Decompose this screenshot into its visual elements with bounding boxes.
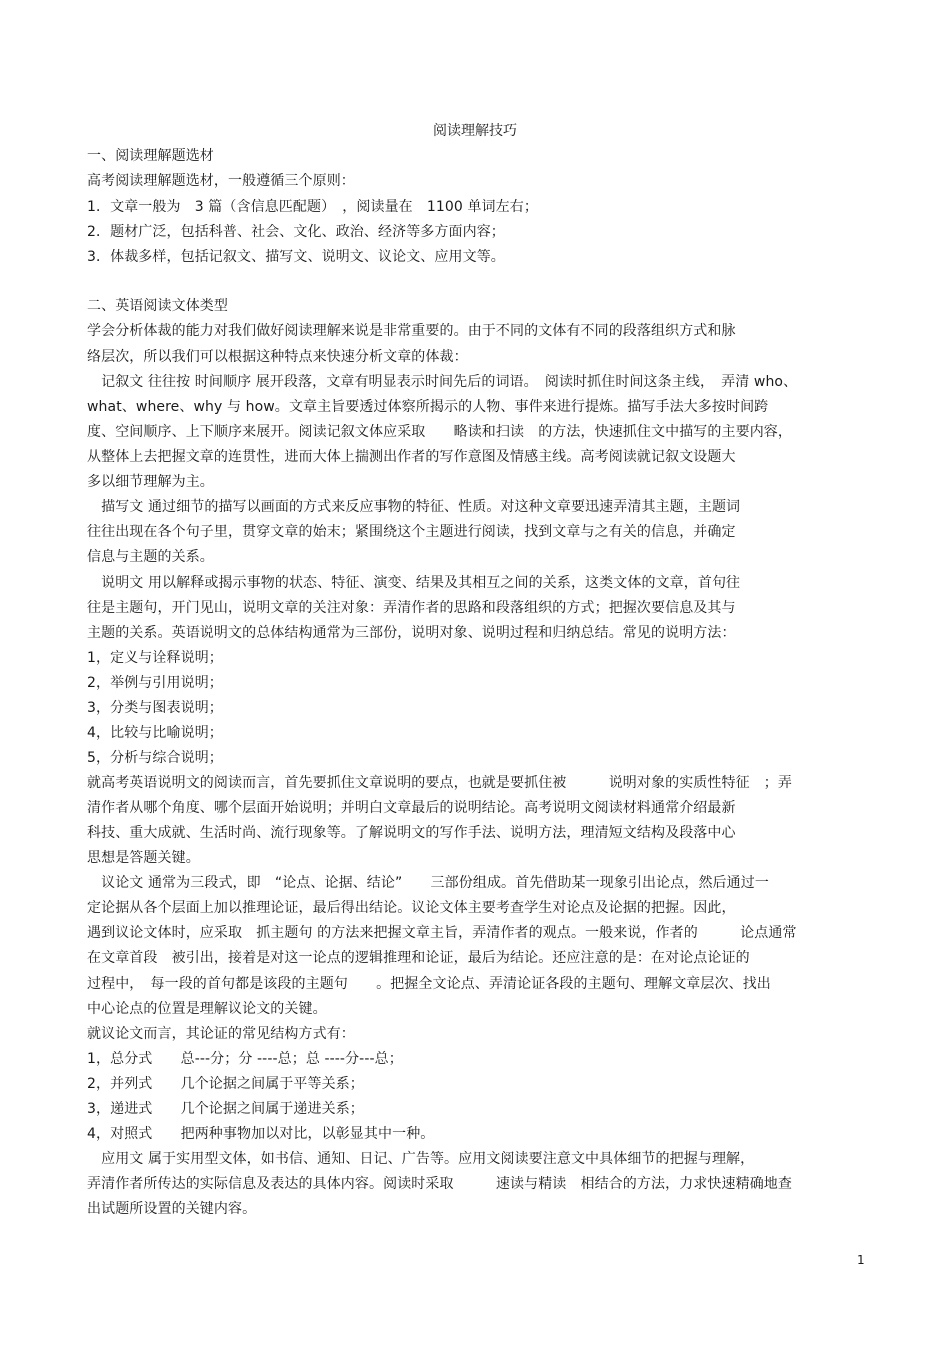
- text-line: 络层次，所以我们可以根据这种特点来快速分析文章的体裁：: [87, 349, 468, 365]
- text-line: 二、英语阅读文体类型: [87, 298, 228, 314]
- text-line: 弄清作者所传达的实际信息及表达的具体内容。阅读时采取 速读与精读 相结合的方法，力求快速精确地查: [87, 1176, 792, 1192]
- text-line: 3，递进式 几个论据之间属于递进关系；: [87, 1101, 364, 1117]
- text-line: 记叙文 往往按 时间顺序 展开段落，文章有明显表示时间先后的词语。 阅读时抓住时间这条主线， 弄清 who、: [87, 374, 798, 390]
- text-line: 学会分析体裁的能力对我们做好阅读理解来说是非常重要的。由于不同的文体有不同的段落组织方式和脉: [87, 323, 736, 339]
- text-line: 在文章首段 被引出，接着是对这一论点的逻辑推理和论证，最后为结论。还应注意的是：在对论点论证的: [87, 950, 750, 966]
- text-line: 多以细节理解为主。: [87, 474, 214, 490]
- text-line: 从整体上去把握文章的连贯性，进而大体上揣测出作者的写作意图及情感主线。高考阅读就记叙文设题大: [87, 449, 736, 465]
- text-line: 高考阅读理解题选材，一般遵循三个原则：: [87, 173, 355, 189]
- text-line: 1，定义与诠释说明；: [87, 650, 223, 666]
- text-line: 过程中， 每一段的首句都是该段的主题句 。把握全文论点、弄清论证各段的主题句、理解文章层次、找出: [87, 976, 771, 992]
- text-line: 一、阅读理解题选材: [87, 148, 214, 164]
- text-line: what、where、why 与 how。文章主旨要透过体察所揭示的人物、事件来进行提炼。描写手法大多按时间跨: [87, 399, 769, 415]
- text-line: 4，比较与比喻说明；: [87, 725, 223, 741]
- text-line: 1，总分式 总---分；分 ----总；总 ----分---总；: [87, 1051, 403, 1067]
- text-line: 3．体裁多样，包括记叙文、描写文、说明文、议论文、应用文等。: [87, 249, 505, 265]
- page-title: 阅读理解技巧: [433, 123, 517, 139]
- text-line: 出试题所设置的关键内容。: [87, 1201, 257, 1217]
- text-line: 2，举例与引用说明；: [87, 675, 223, 691]
- text-line: 清作者从哪个角度、哪个层面开始说明；并明白文章最后的说明结论。高考说明文阅读材料通常介绍最新: [87, 800, 736, 816]
- text-line: 就高考英语说明文的阅读而言，首先要抓住文章说明的要点，也就是要抓住被 说明对象的实质性特征 ；弄: [87, 775, 792, 791]
- text-line: 5，分析与综合说明；: [87, 750, 223, 766]
- text-line: 3，分类与图表说明；: [87, 700, 223, 716]
- text-line: 2．题材广泛，包括科普、社会、文化、政治、经济等多方面内容；: [87, 224, 505, 240]
- text-line: 描写文 通过细节的描写以画面的方式来反应事物的特征、性质。对这种文章要迅速弄清其主题，主题词: [87, 499, 741, 515]
- text-line: 往往出现在各个句子里，贯穿文章的始末；紧围绕这个主题进行阅读，找到文章与之有关的信息，并确定: [87, 524, 736, 540]
- text-line: 中心论点的位置是理解议论文的关键。: [87, 1001, 327, 1017]
- text-line: 就议论文而言，其论证的常见结构方式有：: [87, 1026, 355, 1042]
- page-number: 1: [857, 1253, 865, 1267]
- text-line: 2，并列式 几个论据之间属于平等关系；: [87, 1076, 364, 1092]
- text-line: 思想是答题关键。: [87, 850, 200, 866]
- text-line: 议论文 通常为三段式，即 “论点、论据、结论” 三部份组成。首先借助某一现象引出论点，然后通过一: [87, 875, 769, 891]
- text-line: 往是主题句，开门见山，说明文章的关注对象：弄清作者的思路和段落组织的方式；把握次要信息及其与: [87, 600, 736, 616]
- text-line: 说明文 用以解释或揭示事物的状态、特征、演变、结果及其相互之间的关系，这类文体的文章，首句往: [87, 575, 741, 591]
- text-line: 定论据从各个层面上加以推理论证，最后得出结论。议论文体主要考查学生对论点及论据的把握。因此，: [87, 900, 736, 916]
- text-line: 信息与主题的关系。: [87, 549, 214, 565]
- text-line: 主题的关系。英语说明文的总体结构通常为三部份，说明对象、说明过程和归纳总结。常见的说明方法：: [87, 625, 736, 641]
- text-line: 度、空间顺序、上下顺序来展开。阅读记叙文体应采取 略读和扫读 的方法，快速抓住文中描写的主要内容，: [87, 424, 792, 440]
- text-line: 遇到议论文体时，应采取 抓主题句 的方法来把握文章主旨，弄清作者的观点。一般来说，作者的 论点通常: [87, 925, 797, 941]
- text-line: 应用文 属于实用型文体，如书信、通知、日记、广告等。应用文阅读要注意文中具体细节的把握与理解，: [87, 1151, 755, 1167]
- text-line: 4，对照式 把两种事物加以对比，以彰显其中一种。: [87, 1126, 435, 1142]
- text-line: 1．文章一般为 3 篇（含信息匹配题） ，阅读量在 1100 单词左右；: [87, 199, 538, 215]
- text-line: 科技、重大成就、生活时尚、流行现象等。了解说明文的写作手法、说明方法，理清短文结构及段落中心: [87, 825, 736, 841]
